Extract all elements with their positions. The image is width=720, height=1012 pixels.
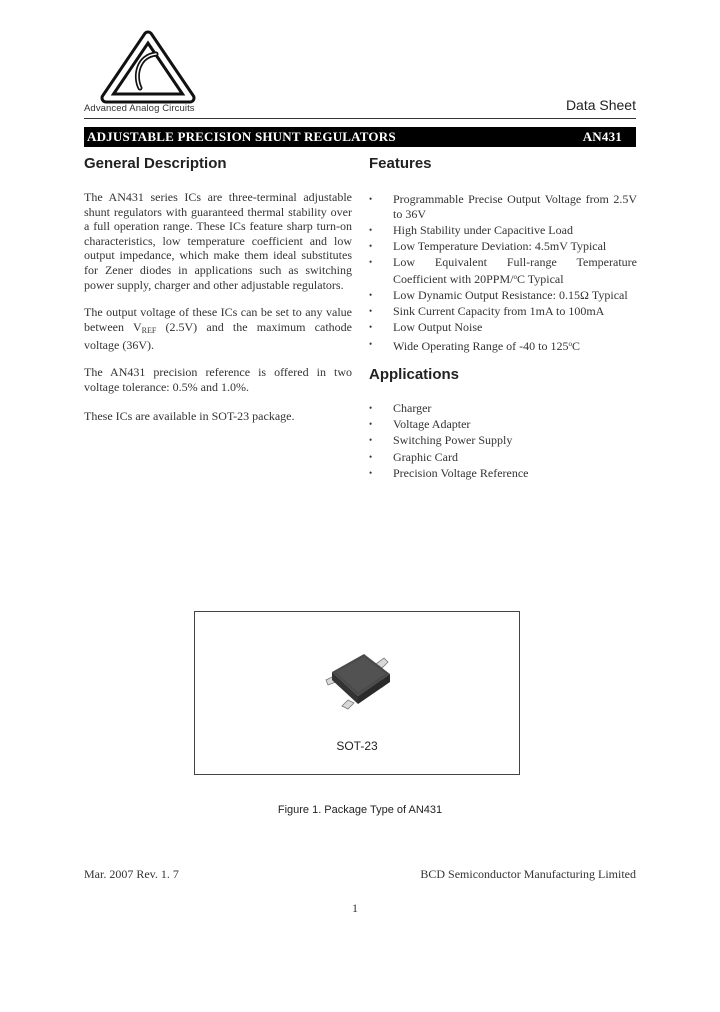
- footer-company: BCD Semiconductor Manufacturing Limited: [420, 867, 636, 881]
- list-item: [369, 255, 637, 286]
- page-number: 1: [352, 901, 358, 915]
- feature-text: Low Dynamic Output Resistance: 0.15Ω Typical: [393, 287, 628, 302]
- applications-heading: Applications: [369, 366, 460, 383]
- list-item: [369, 433, 637, 448]
- para2-text: The output voltage of these ICs can be set to any value between V: [84, 305, 352, 334]
- logo-caption: Advanced Analog Circuits: [84, 103, 195, 114]
- bullet: •: [369, 257, 373, 268]
- application-text: Precision Voltage Reference: [393, 465, 529, 480]
- features-heading: Features: [369, 155, 432, 172]
- header-divider: [84, 118, 636, 119]
- feature-text-tail: C: [571, 338, 580, 353]
- list-item: [369, 450, 637, 465]
- vref-subscript: REF: [141, 325, 157, 335]
- figure-caption: Figure 1. Package Type of AN431: [277, 804, 443, 816]
- list-item: [369, 304, 637, 319]
- application-text: Switching Power Supply: [393, 433, 513, 448]
- feature-text: Programmable Precise Output Voltage from 2.5V to 36V: [393, 192, 637, 221]
- feature-text: Low Equivalent Full-range Temperature Coefficient with 20PPM/: [393, 255, 637, 286]
- general-description-heading: General Description: [84, 155, 227, 172]
- feature-text: Sink Current Capacity from 1mA to 100mA: [393, 304, 605, 319]
- list-item: [369, 466, 637, 481]
- bullet: •: [369, 306, 373, 317]
- feature-text: Low Temperature Deviation: 4.5mV Typical: [393, 238, 607, 253]
- list-item: [369, 288, 637, 303]
- doc-type-label: Data Sheet: [565, 97, 636, 113]
- package-label: SOT-23: [336, 739, 378, 753]
- aac-logo-icon: [100, 30, 196, 104]
- feature-text: Wide Operating Range of -40 to 125: [393, 338, 569, 353]
- feature-text: High Stability under Capacitive Load: [393, 222, 573, 237]
- list-item: [369, 223, 637, 238]
- applications-list: [369, 401, 637, 482]
- tolerance-paragraph: The AN431 precision reference is offered in two voltage tolerance: 0.5% and 1.0%.: [84, 365, 352, 394]
- description-paragraph: The AN431 series ICs are three-terminal adjustable shunt regulators with guaranteed thermal stability over a full operation range. These ICs feature sharp turn-on characteristics, low temperature coefficient and low output impedance, which make them ideal substitutes for Zener diodes in applications such as switching power supply, charger and other adjustable regulators.: [84, 190, 352, 292]
- list-item: [369, 320, 637, 335]
- list-item: [369, 192, 637, 221]
- degree-superscript: o: [513, 272, 517, 281]
- application-text: Voltage Adapter: [393, 417, 471, 432]
- title-bar: [84, 127, 636, 147]
- list-item: [369, 337, 637, 354]
- package-paragraph: These ICs are available in SOT-23 package.: [84, 409, 295, 423]
- list-item: [369, 239, 637, 254]
- para2-text-tail: (2.5V) and the maximum cathode voltage (36V).: [84, 319, 352, 353]
- list-item: [369, 417, 637, 432]
- output-voltage-paragraph: [84, 305, 352, 353]
- bullet: •: [369, 338, 373, 349]
- bullet: •: [369, 419, 373, 430]
- bullet: •: [369, 289, 373, 300]
- bullet: •: [369, 224, 373, 235]
- document-title: ADJUSTABLE PRECISION SHUNT REGULATORS: [87, 129, 396, 144]
- bullet: •: [369, 435, 373, 446]
- bullet: •: [369, 403, 373, 413]
- bullet: •: [369, 194, 373, 204]
- list-item: [369, 401, 637, 416]
- feature-text: Low Output Noise: [393, 320, 483, 335]
- bullet: •: [369, 451, 373, 462]
- sot23-chip-icon: [324, 652, 396, 714]
- part-number: AN431: [582, 129, 622, 144]
- degree-superscript: o: [568, 339, 572, 348]
- feature-text-tail: C Typical: [516, 271, 564, 286]
- bullet: •: [369, 322, 373, 333]
- footer-date-revision: Mar. 2007 Rev. 1. 7: [84, 867, 179, 881]
- application-text: Charger: [393, 401, 432, 415]
- application-text: Graphic Card: [393, 449, 458, 464]
- bullet: •: [369, 467, 373, 478]
- features-list: [369, 192, 637, 355]
- bullet: •: [369, 240, 373, 251]
